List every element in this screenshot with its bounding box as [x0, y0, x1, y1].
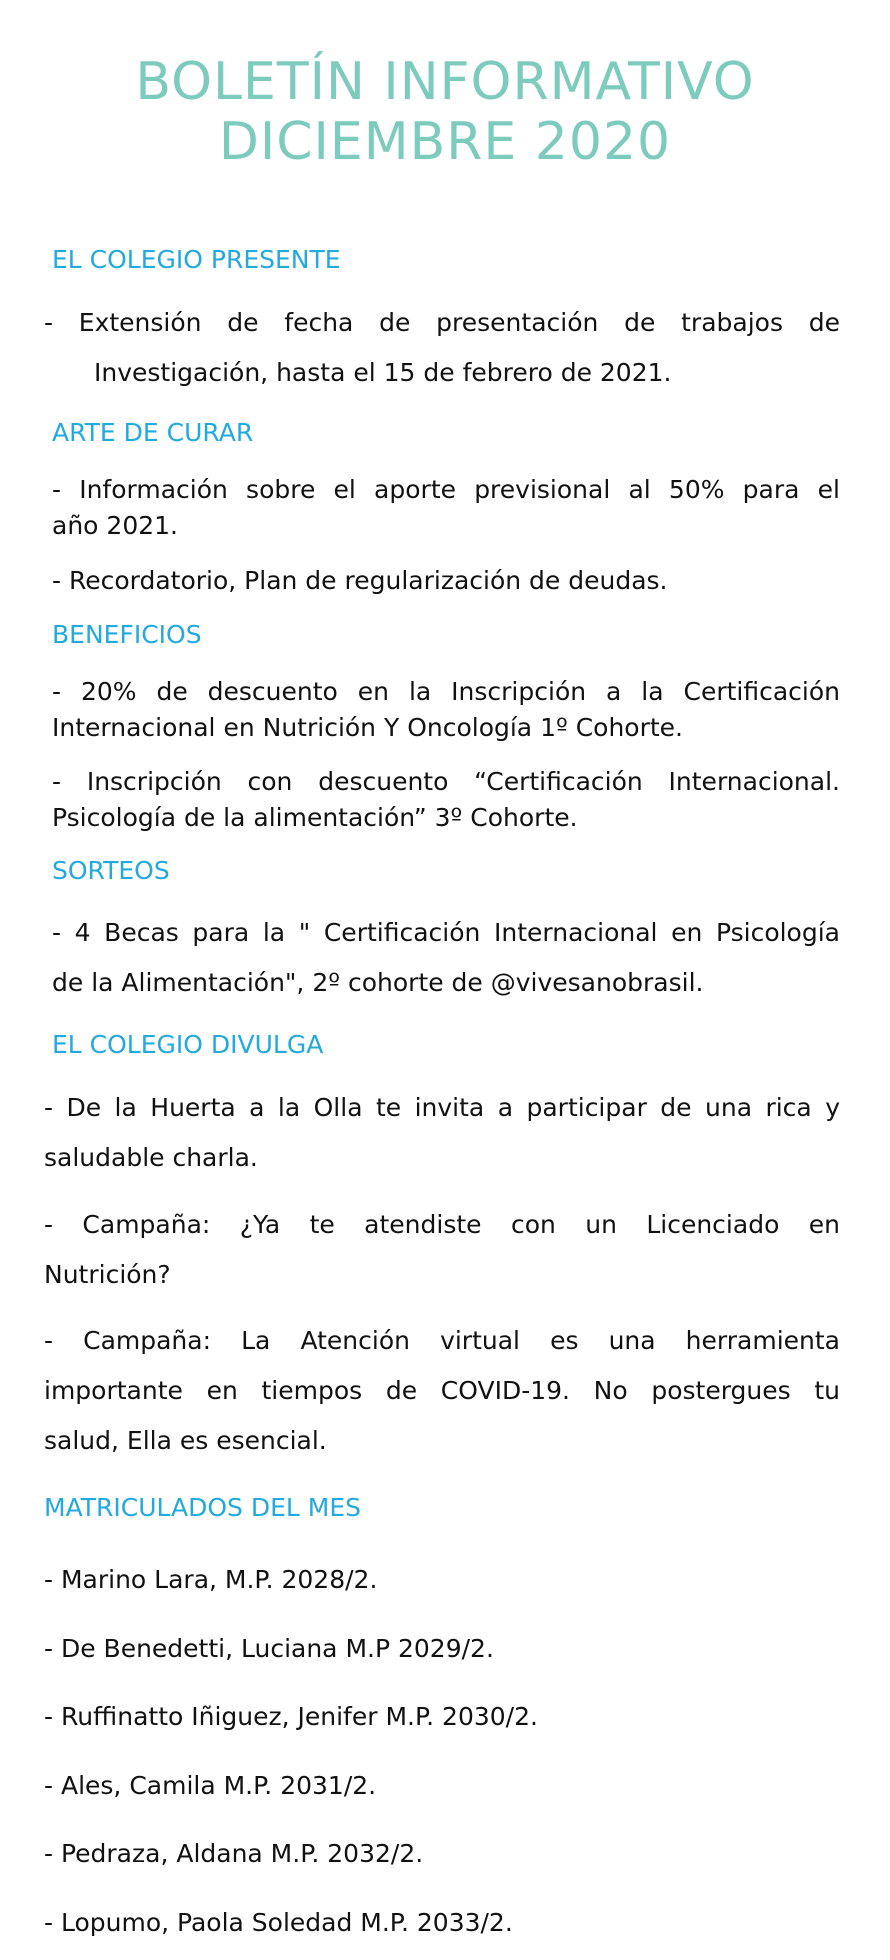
- item-beneficios-1: [52, 674, 840, 746]
- item-colegio-presente-1: [44, 298, 840, 398]
- item-arte-de-curar-1: [52, 472, 840, 544]
- item-line: - Recordatorio, Plan de regularización de deudas.: [52, 566, 668, 595]
- item-line: Internacional en Nutrición Y Oncología 1º Cohorte.: [52, 713, 684, 742]
- section-heading-colegio-divulga: EL COLEGIO DIVULGA: [52, 1030, 324, 1059]
- item-line: de la Alimentación", 2º cohorte de @vivesanobrasil.: [52, 968, 704, 997]
- list-item: - Ruffinatto Iñiguez, Jenifer M.P. 2030/2.: [44, 1702, 538, 1731]
- item-line: Investigación, hasta el 15 de febrero de 2021.: [94, 358, 672, 387]
- section-heading-colegio-presente: EL COLEGIO PRESENTE: [52, 245, 341, 274]
- item-sorteos-1: [52, 908, 840, 1008]
- item-line: Nutrición?: [44, 1260, 171, 1289]
- item-arte-de-curar-2: [52, 563, 840, 599]
- bulletin-title: [0, 52, 890, 172]
- section-heading-sorteos: SORTEOS: [52, 856, 170, 885]
- item-line: salud, Ella es esencial.: [44, 1426, 327, 1455]
- item-line: - 20% de descuento en la Inscripción a la Certificación: [52, 677, 840, 706]
- title-line-1: BOLETÍN INFORMATIVO: [135, 52, 755, 112]
- section-heading-beneficios: BENEFICIOS: [52, 620, 202, 649]
- item-line: saludable charla.: [44, 1143, 258, 1172]
- item-line: año 2021.: [52, 511, 178, 540]
- item-line: - Inscripción con descuento “Certificación Internacional.: [52, 767, 840, 796]
- section-heading-matriculados: MATRICULADOS DEL MES: [44, 1493, 362, 1522]
- item-line: - Información sobre el aporte previsional al 50% para el: [52, 475, 840, 504]
- matriculados-list: [44, 1546, 840, 1957]
- item-colegio-divulga-2: [44, 1200, 840, 1300]
- item-line: - Campaña: La Atención virtual es una herramienta: [44, 1326, 840, 1355]
- list-item: - Pedraza, Aldana M.P. 2032/2.: [44, 1839, 424, 1868]
- list-item: - Marino Lara, M.P. 2028/2.: [44, 1565, 378, 1594]
- item-line: - De la Huerta a la Olla te invita a participar de una rica y: [44, 1093, 840, 1122]
- item-colegio-divulga-1: [44, 1083, 840, 1183]
- item-beneficios-2: [52, 764, 840, 836]
- section-heading-arte-de-curar: ARTE DE CURAR: [52, 418, 254, 447]
- item-line: Psicología de la alimentación” 3º Cohorte.: [52, 803, 578, 832]
- list-item: - De Benedetti, Luciana M.P 2029/2.: [44, 1633, 494, 1663]
- item-colegio-divulga-3: [44, 1316, 840, 1466]
- list-item: - Lopumo, Paola Soledad M.P. 2033/2.: [44, 1907, 513, 1937]
- item-line: - Extensión de fecha de presentación de trabajos de: [44, 308, 840, 337]
- item-line: importante en tiempos de COVID-19. No postergues tu: [44, 1376, 840, 1405]
- list-item: - Ales, Camila M.P. 2031/2.: [44, 1770, 377, 1800]
- title-line-2: DICIEMBRE 2020: [218, 112, 672, 172]
- item-line: - Campaña: ¿Ya te atendiste con un Licenciado en: [44, 1210, 840, 1239]
- item-line: - 4 Becas para la " Certificación Internacional en Psicología: [52, 918, 840, 947]
